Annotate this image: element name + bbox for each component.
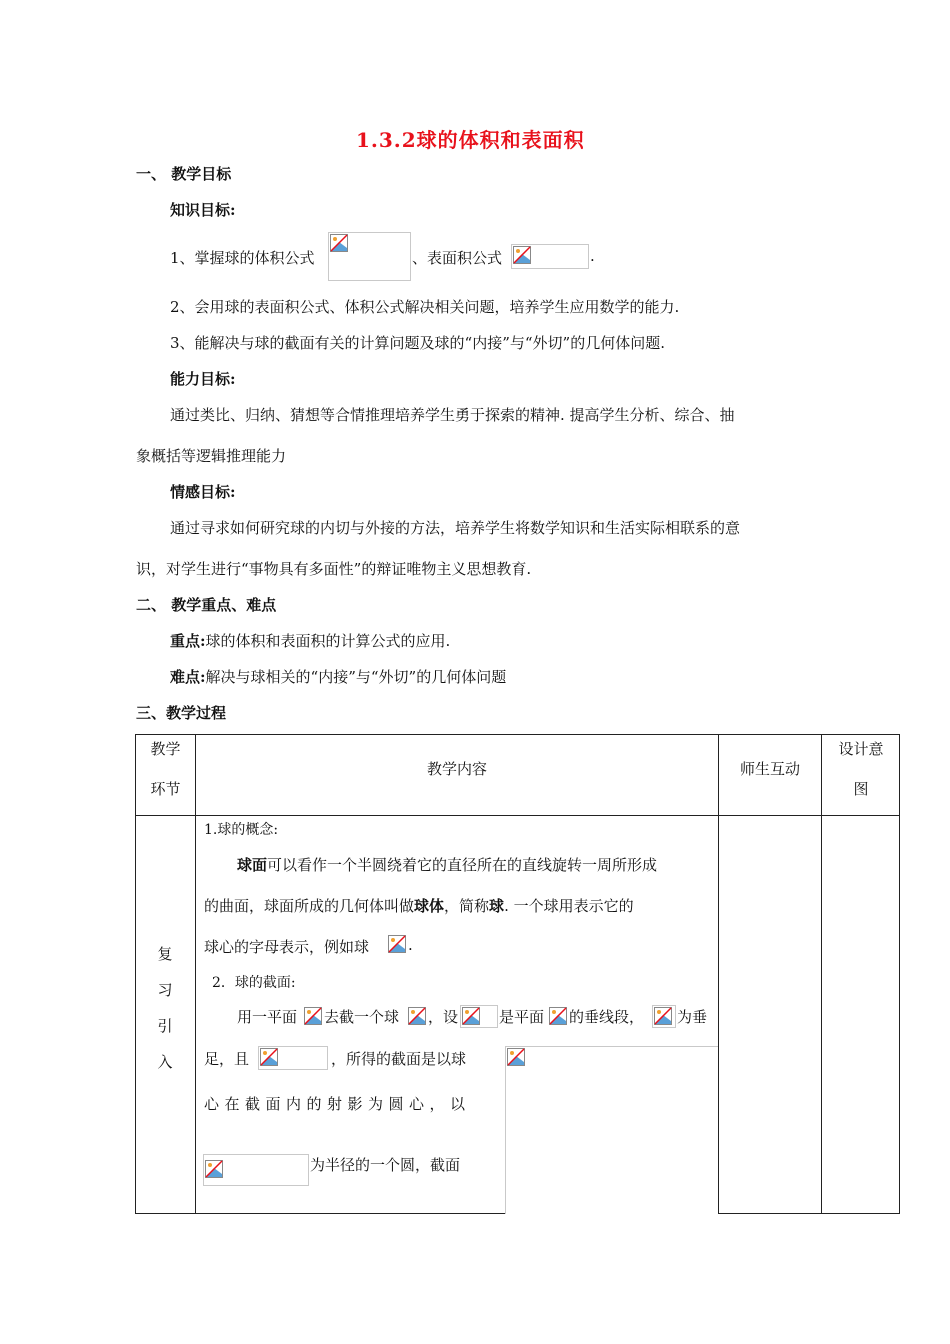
content-p5: 2．球的截面: [212,975,296,991]
knowledge-goal-label: 知识目标: [170,201,236,219]
goal-item2: 2、会用球的表面积公式、体积公式解决相关问题，培养学生应用数学的能力. [170,298,680,316]
content-p6-c: ，设 [428,1008,459,1026]
content-p7-b: ，所得的截面是以球 [331,1050,467,1068]
broken-image-icon [408,1007,426,1025]
content-p7-a: 足，且 [204,1050,250,1068]
header-intent-line2: 图 [853,780,869,798]
header-stage-line1: 教学 [150,740,181,758]
emotion-goal-label: 情感目标: [170,483,236,501]
ability-line2: 象概括等逻辑推理能力 [136,447,287,465]
difficult-point-label: 难点: [170,668,206,686]
goal-item3: 3、能解决与球的截面有关的计算问题及球的“内接”与“外切”的几何体问题. [170,334,665,352]
header-stage-line2: 环节 [150,780,181,798]
stage-char: 复 [157,945,173,963]
header-intent-line1: 设计意 [838,740,884,758]
emotion-line1: 通过寻求如何研究球的内切与外接的方法，培养学生将数学知识和生活实际相联系的意 [170,519,741,537]
ability-goal-label: 能力目标: [170,370,236,388]
header-interaction: 师生互动 [739,760,800,778]
content-p3-text: 的曲面，球面所成的几何体叫做 [204,897,415,915]
broken-image-icon [304,1007,322,1025]
goal-item1-text-b: 、表面积公式 [412,249,503,267]
content-p6-e: 的垂线段， [569,1008,645,1026]
content-p3 [204,895,634,916]
difficult-point [170,666,506,687]
broken-image-icon [205,1160,223,1178]
table-divider [195,734,196,1214]
content-p6-f: 为垂 [677,1008,708,1026]
term-sphere-surface: 球面 [237,856,268,874]
section3-heading: 三、教学过程 [136,704,227,722]
term-sphere: 球 [489,897,505,915]
key-point-text: 球的体积和表面积的计算公式的应用. [205,632,451,650]
content-p4-text-a: 球心的字母表示，例如球 [204,938,370,956]
content-p8: 心在截面内的射影为圆心，以 [204,1095,471,1113]
term-sphere-solid: 球体 [414,897,445,915]
content-p9: 为半径的一个圆，截面 [310,1156,461,1174]
condition-image [258,1046,328,1070]
broken-image-icon [330,234,348,252]
stage-char: 习 [157,981,173,999]
goal-item1-text-c: . [590,247,595,265]
radius-formula-image [203,1154,309,1186]
page-title: 1.3.2球的体积和表面积 [356,128,585,152]
stage-char: 引 [157,1017,173,1035]
broken-image-icon [654,1007,672,1025]
content-p6-d: 是平面 [499,1008,545,1026]
key-point [170,630,450,651]
content-p4-text-b: . [408,936,413,954]
content-p2 [237,854,657,875]
ability-line1: 通过类比、归纳、猜想等合情推理培养学生勇于探索的精神. 提高学生分析、综合、抽 [170,406,735,424]
table-divider [718,734,719,1214]
plane-alpha-image [303,1006,324,1027]
foot-point-image [652,1005,676,1028]
content-p2-text: 可以看作一个半圆绕着它的直径所在的直线旋转一周所形成 [267,856,658,874]
goal-item1-text-a: 1、掌握球的体积公式 [170,249,315,267]
content-p1: 1.球的概念: [204,822,279,838]
broken-image-icon [507,1048,525,1066]
section2-heading: 二、 教学重点、难点 [136,596,277,614]
content-p3-text: . 一个球用表示它的 [504,897,634,915]
key-point-label: 重点: [170,632,206,650]
content-p6-a: 用一平面 [237,1008,298,1026]
broken-image-icon [462,1007,480,1025]
stage-char: 入 [157,1053,173,1071]
content-p3-text: ，简称 [444,897,490,915]
broken-image-icon [260,1048,278,1066]
sphere-O-image [387,934,408,955]
plane-alpha-image-2 [548,1006,569,1027]
broken-image-icon [513,246,531,264]
broken-image-icon [388,935,406,953]
table-divider [135,815,900,816]
broken-image-icon [549,1007,567,1025]
difficult-point-text: 解决与球相关的“内接”与“外切”的几何体问题 [205,668,507,686]
section1-heading: 一、 教学目标 [136,165,232,183]
volume-formula-image [328,232,411,281]
content-p6-b: 去截一个球 [324,1008,400,1026]
sphere-image [407,1006,428,1027]
cross-section-figure [505,1046,718,1214]
surface-area-formula-image [511,244,589,269]
segment-OO1-image [460,1005,498,1028]
header-content: 教学内容 [426,760,487,778]
emotion-line2: 识，对学生进行“事物具有多面性”的辩证唯物主义思想教育. [136,560,532,578]
